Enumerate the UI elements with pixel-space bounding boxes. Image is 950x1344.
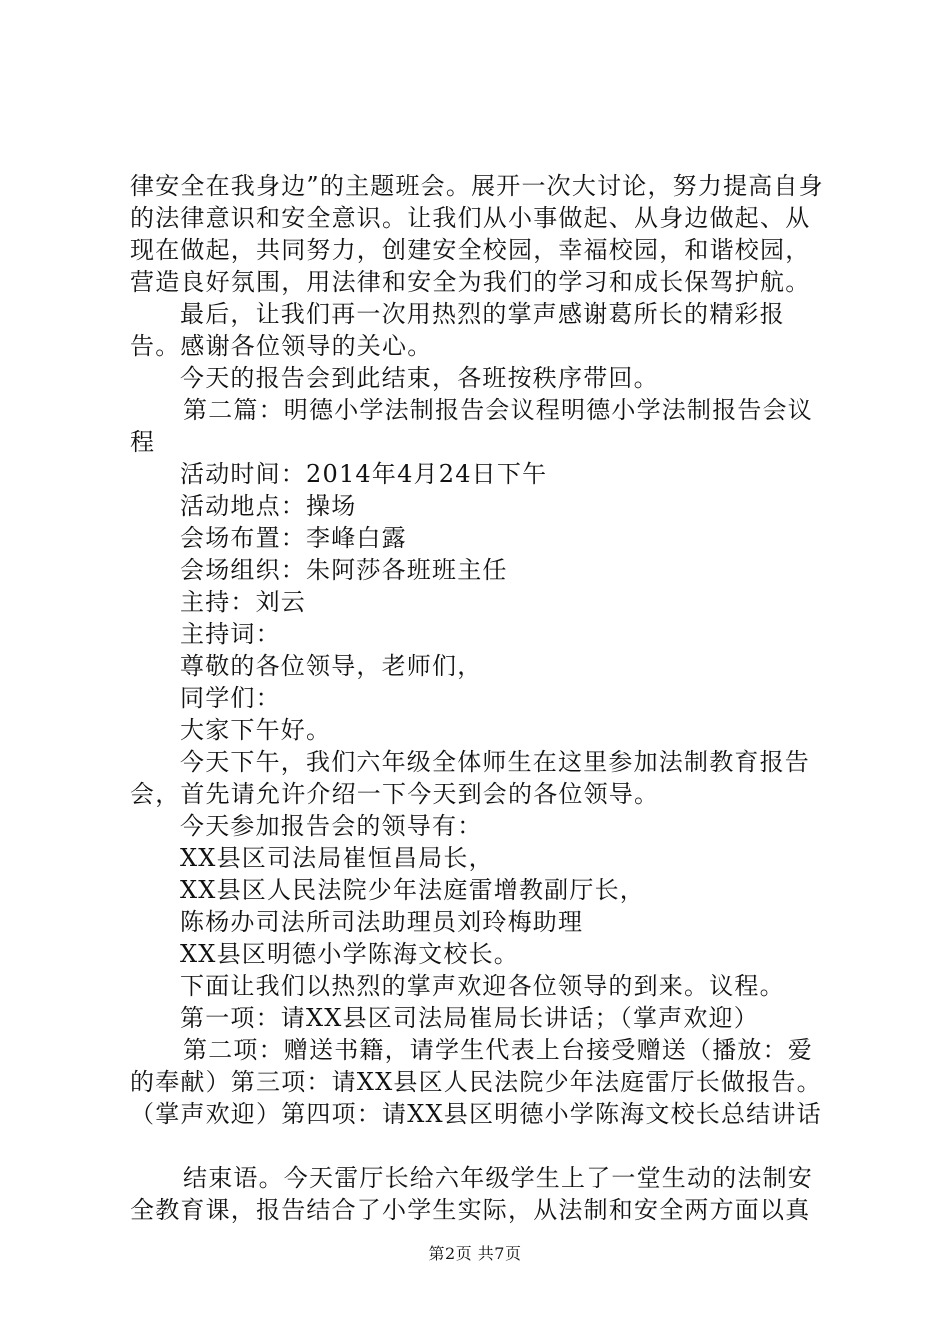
page-footer: 第2页 共7页 <box>428 1244 522 1263</box>
paragraph-closing: 今天的报告会到此结束，各班按秩序带回。 <box>180 364 659 392</box>
venue-setup: 会场布置：李峰白露 <box>180 524 407 552</box>
leader-item: 陈杨办司法所司法助理员刘玲梅助理 <box>180 908 584 936</box>
paragraph-introduction: 今天下午，我们六年级全体师生在这里参加法制教育报告会，首先请允许介绍一下今天到会的各位领导。 <box>130 748 810 808</box>
greeting-students: 同学们： <box>180 684 281 712</box>
paragraph-conclusion: 结束语。今天雷厅长给六年级学生上了一堂生动的法制安全教育课，报告结合了小学生实际，从法制和安全两方面以真 <box>130 1164 813 1224</box>
leader-item: XX县区司法局崔恒昌局长， <box>180 844 494 872</box>
greeting-leaders: 尊敬的各位领导，老师们， <box>180 652 483 680</box>
paragraph-thanks: 最后，让我们再一次用热烈的掌声感谢葛所长的精彩报告。感谢各位领导的关心。 <box>130 300 785 360</box>
host: 主持：刘云 <box>180 588 306 616</box>
document-body <box>130 170 835 1226</box>
paragraph-continued: 律安全在我身边”的主题班会。展开一次大讨论，努力提高自身的法律意识和安全意识。让我们从小事做起、从身边做起、从现在做起，共同努力，创建安全校园，幸福校园，和谐校园，营造良好氛围，用法律和安全为我们的学习和成长保驾护航。 <box>130 172 824 296</box>
event-location: 活动地点：操场 <box>180 492 357 520</box>
greeting-afternoon: 大家下午好。 <box>180 716 332 744</box>
agenda-items-2-4: 第二项：赠送书籍，请学生代表上台接受赠送（播放：爱的奉献）第三项：请XX县区人民法院少年法庭雷厅长做报告。（掌声欢迎）第四项：请XX县区明德小学陈海文校长总结讲话 <box>130 1036 822 1128</box>
venue-organization: 会场组织：朱阿莎各班班主任 <box>180 556 508 584</box>
paragraph-spacer <box>130 1130 835 1162</box>
leader-item: XX县区人民法院少年法庭雷增教副厅长， <box>180 876 645 904</box>
leaders-heading: 今天参加报告会的领导有： <box>180 812 483 840</box>
welcome-line: 下面让我们以热烈的掌声欢迎各位领导的到来。议程。 <box>180 972 785 1000</box>
host-speech-label: 主持词： <box>180 620 281 648</box>
section-title: 第二篇：明德小学法制报告会议程明德小学法制报告会议程 <box>130 396 813 456</box>
agenda-item-1: 第一项：请XX县区司法局崔局长讲话；（掌声欢迎） <box>180 1004 759 1032</box>
event-time: 活动时间：2014年4月24日下午 <box>180 460 548 488</box>
leader-item: XX县区明德小学陈海文校长。 <box>180 940 519 968</box>
